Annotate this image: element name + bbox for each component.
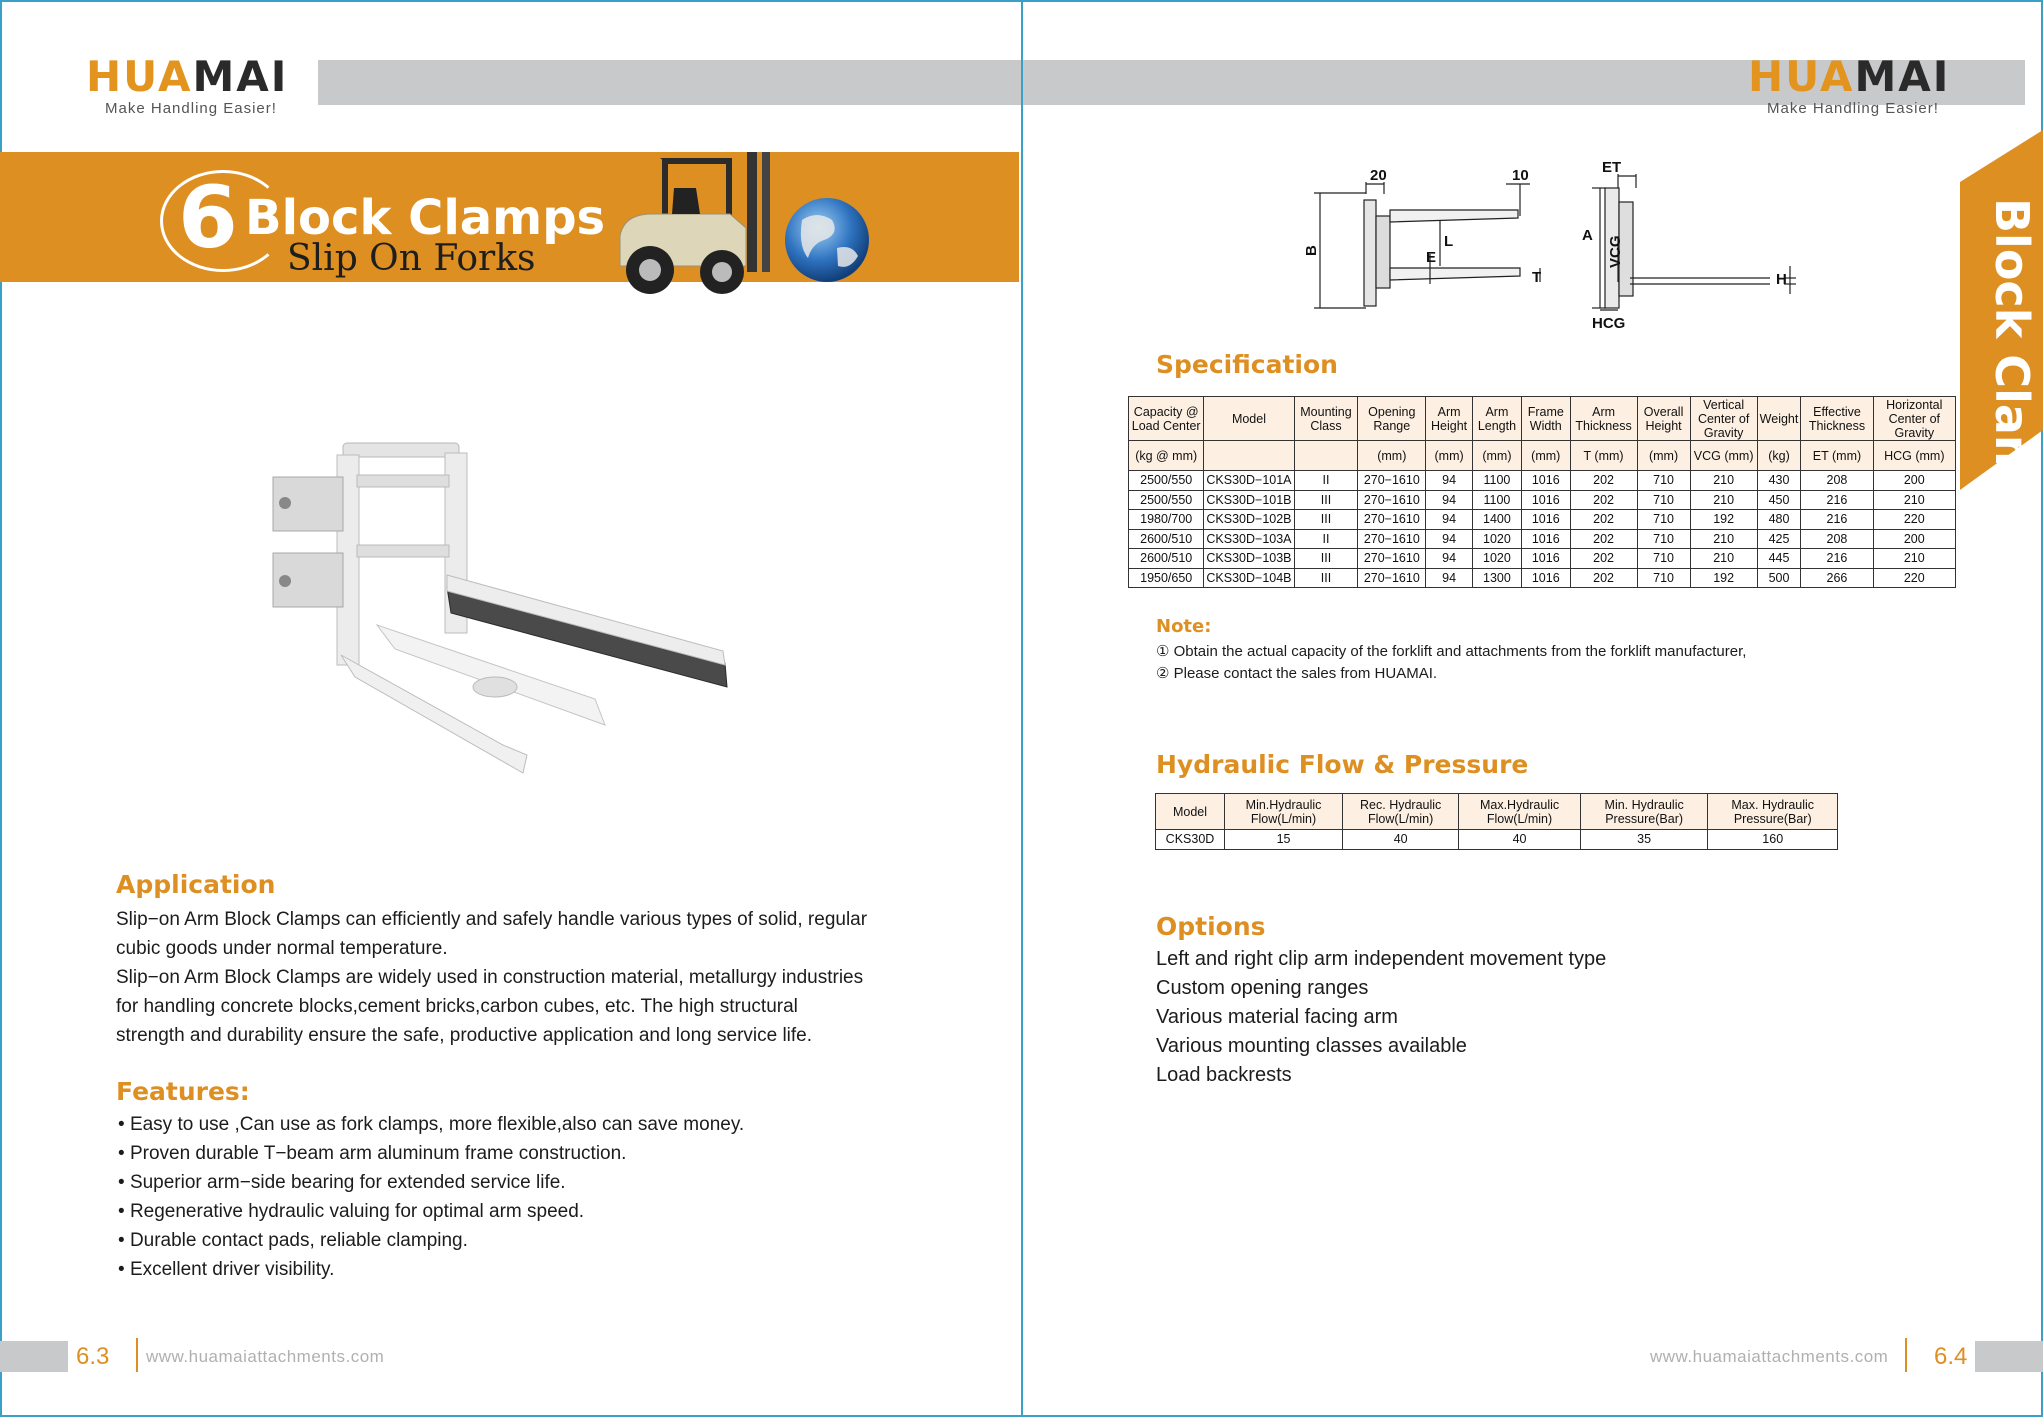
table-cell: 270−1610 xyxy=(1358,471,1426,491)
table-cell: II xyxy=(1294,471,1358,491)
table-cell: 202 xyxy=(1570,529,1637,549)
table-cell: 210 xyxy=(1690,471,1757,491)
options-list xyxy=(1156,945,1606,1090)
table-cell: 202 xyxy=(1570,471,1637,491)
spec-header-cell: Mounting Class xyxy=(1294,397,1358,441)
table-cell: CKS30D−101A xyxy=(1204,471,1294,491)
spec-unit-cell: T (mm) xyxy=(1570,441,1637,471)
application-line: cubic goods under normal temperature. xyxy=(116,938,448,959)
table-cell: 216 xyxy=(1801,510,1873,530)
table-cell: 210 xyxy=(1690,490,1757,510)
table-cell: II xyxy=(1294,529,1358,549)
hydraulic-heading: Hydraulic Flow & Pressure xyxy=(1156,750,1529,779)
application-line: Slip−on Arm Block Clamps are widely used in construction material, metallurgy industries xyxy=(116,967,864,988)
application-line: for handling concrete blocks,cement bricks,carbon cubes, etc. The high structural xyxy=(116,996,798,1017)
spec-unit-cell: (mm) xyxy=(1426,441,1473,471)
table-cell: 210 xyxy=(1873,490,1955,510)
hydraulic-header-cell: Min.Hydraulic Flow(L/min) xyxy=(1225,794,1343,830)
table-cell: 200 xyxy=(1873,471,1955,491)
table-cell: 710 xyxy=(1637,471,1690,491)
table-cell: 270−1610 xyxy=(1358,490,1426,510)
feature-item: • Easy to use ,Can use as fork clamps, more flexible,also can save money. xyxy=(118,1110,918,1139)
brand-wordmark: HUAMAI xyxy=(86,52,289,101)
table-cell: CKS30D−102B xyxy=(1204,510,1294,530)
feature-item: • Durable contact pads, reliable clamping. xyxy=(118,1226,918,1255)
brand-wordmark: HUAMAI xyxy=(1748,52,1951,101)
table-cell: 710 xyxy=(1637,490,1690,510)
table-row xyxy=(1129,471,1956,491)
table-row xyxy=(1129,490,1956,510)
feature-item: • Excellent driver visibility. xyxy=(118,1255,918,1284)
note-line-1: ① Obtain the actual capacity of the forklift and attachments from the forklift manufacturer, xyxy=(1156,643,1747,660)
table-cell: 202 xyxy=(1570,490,1637,510)
chapter-subtitle: Slip On Forks xyxy=(287,238,536,279)
table-cell: 710 xyxy=(1637,529,1690,549)
spec-header-cell: Weight xyxy=(1757,397,1801,441)
page-number-left: 6.3 xyxy=(76,1343,110,1370)
table-cell: 2500/550 xyxy=(1129,471,1204,491)
table-cell: 425 xyxy=(1757,529,1801,549)
spec-unit-cell: (mm) xyxy=(1358,441,1426,471)
table-cell: 94 xyxy=(1426,510,1473,530)
footer-block-right xyxy=(1975,1341,2043,1372)
table-cell: 1016 xyxy=(1521,549,1570,569)
table-cell: CKS30D−103B xyxy=(1204,549,1294,569)
table-cell: 1016 xyxy=(1521,471,1570,491)
table-cell: 270−1610 xyxy=(1358,529,1426,549)
spec-unit-cell xyxy=(1204,441,1294,471)
table-cell: 94 xyxy=(1426,490,1473,510)
table-cell: 430 xyxy=(1757,471,1801,491)
hydraulic-table xyxy=(1155,793,1838,850)
table-cell: 1100 xyxy=(1472,490,1521,510)
spec-header-row xyxy=(1129,397,1956,441)
table-cell: CKS30D−103A xyxy=(1204,529,1294,549)
spec-header-cell: Opening Range xyxy=(1358,397,1426,441)
spec-header-cell: Arm Thickness xyxy=(1570,397,1637,441)
table-cell: CKS30D−104B xyxy=(1204,568,1294,588)
hydraulic-header-row xyxy=(1156,794,1838,830)
table-cell: 1016 xyxy=(1521,529,1570,549)
table-cell: 270−1610 xyxy=(1358,568,1426,588)
table-cell: 1016 xyxy=(1521,568,1570,588)
table-cell: 94 xyxy=(1426,568,1473,588)
table-cell: 216 xyxy=(1801,490,1873,510)
dim-label-a: A xyxy=(1582,227,1593,244)
option-item: Load backrests xyxy=(1156,1064,1292,1086)
brand-logo-right xyxy=(1748,52,1958,117)
table-cell: 710 xyxy=(1637,510,1690,530)
table-row xyxy=(1156,830,1838,850)
application-line: Slip−on Arm Block Clamps can efficiently and safely handle various types of solid, regular xyxy=(116,909,868,930)
spec-unit-cell: HCG (mm) xyxy=(1873,441,1955,471)
feature-item: • Superior arm−side bearing for extended service life. xyxy=(118,1168,918,1197)
globe-icon xyxy=(785,198,869,282)
dim-label-b: B xyxy=(1303,245,1320,256)
hydraulic-header-cell: Model xyxy=(1156,794,1225,830)
table-cell: 710 xyxy=(1637,568,1690,588)
footer-url-right: www.huamaiattachments.com xyxy=(1650,1347,1889,1366)
table-cell: 1016 xyxy=(1521,510,1570,530)
table-cell: III xyxy=(1294,568,1358,588)
dim-label-vcg: VCG xyxy=(1607,235,1624,268)
table-cell: 202 xyxy=(1570,568,1637,588)
table-cell: 270−1610 xyxy=(1358,510,1426,530)
table-cell: 35 xyxy=(1580,830,1708,850)
spec-header-cell: Horizontal Center of Gravity xyxy=(1873,397,1955,441)
table-cell: 202 xyxy=(1570,510,1637,530)
specification-table xyxy=(1128,396,1956,588)
note-heading: Note: xyxy=(1156,616,1212,637)
table-cell: 15 xyxy=(1225,830,1343,850)
spec-header-cell: Arm Length xyxy=(1472,397,1521,441)
table-cell: 2500/550 xyxy=(1129,490,1204,510)
spec-unit-cell: (kg @ mm) xyxy=(1129,441,1204,471)
application-heading: Application xyxy=(116,870,276,899)
table-cell: 480 xyxy=(1757,510,1801,530)
table-cell: 94 xyxy=(1426,549,1473,569)
brand-tagline: Make Handling Easier! xyxy=(105,100,277,117)
table-cell: 1016 xyxy=(1521,490,1570,510)
features-list xyxy=(118,1110,918,1284)
chapter-title: Block Clamps xyxy=(245,190,606,246)
table-cell: 266 xyxy=(1801,568,1873,588)
forklift-illustration xyxy=(612,148,872,300)
brand-logo-left xyxy=(86,52,296,117)
hydraulic-header-cell: Min. Hydraulic Pressure(Bar) xyxy=(1580,794,1708,830)
table-row xyxy=(1129,549,1956,569)
option-item: Left and right clip arm independent movement type xyxy=(1156,948,1607,970)
table-cell: 1980/700 xyxy=(1129,510,1204,530)
dimension-diagram xyxy=(1300,158,1820,333)
table-cell: 2600/510 xyxy=(1129,529,1204,549)
table-cell: 40 xyxy=(1343,830,1459,850)
table-cell: 210 xyxy=(1690,549,1757,569)
table-cell: 160 xyxy=(1708,830,1838,850)
hydraulic-header-cell: Max. Hydraulic Pressure(Bar) xyxy=(1708,794,1838,830)
table-cell: 1400 xyxy=(1472,510,1521,530)
table-cell: III xyxy=(1294,510,1358,530)
spec-unit-cell: VCG (mm) xyxy=(1690,441,1757,471)
spec-header-cell: Vertical Center of Gravity xyxy=(1690,397,1757,441)
dim-label-et: ET xyxy=(1602,159,1622,176)
application-text xyxy=(116,905,916,1050)
spec-header-cell: Overall Height xyxy=(1637,397,1690,441)
table-cell: CKS30D−101B xyxy=(1204,490,1294,510)
dim-label-20: 20 xyxy=(1370,167,1387,184)
hydraulic-table-body xyxy=(1156,830,1838,850)
options-heading: Options xyxy=(1156,912,1266,941)
table-cell: 210 xyxy=(1690,529,1757,549)
page-number-right: 6.4 xyxy=(1934,1343,1968,1370)
footer-block-left xyxy=(0,1341,68,1372)
chapter-number: 6 xyxy=(178,168,238,268)
note-line-2: ② Please contact the sales from HUAMAI. xyxy=(1156,665,1438,682)
dim-label-h: H xyxy=(1776,271,1787,288)
features-heading: Features: xyxy=(116,1077,250,1106)
table-cell: 2600/510 xyxy=(1129,549,1204,569)
table-cell: 1950/650 xyxy=(1129,568,1204,588)
table-cell: 40 xyxy=(1459,830,1581,850)
dim-label-e: E xyxy=(1426,249,1437,266)
table-row xyxy=(1129,529,1956,549)
spec-header-cell: Capacity @ Load Center xyxy=(1129,397,1204,441)
spec-header-cell: Arm Height xyxy=(1426,397,1473,441)
table-row xyxy=(1129,568,1956,588)
dim-label-10: 10 xyxy=(1512,167,1529,184)
table-cell: 1020 xyxy=(1472,529,1521,549)
spec-header-cell: Effective Thickness xyxy=(1801,397,1873,441)
option-item: Various mounting classes available xyxy=(1156,1035,1467,1057)
table-cell: 216 xyxy=(1801,549,1873,569)
table-cell: III xyxy=(1294,549,1358,569)
table-cell: 1300 xyxy=(1472,568,1521,588)
table-cell: 270−1610 xyxy=(1358,549,1426,569)
table-cell: 1020 xyxy=(1472,549,1521,569)
spec-unit-cell: (mm) xyxy=(1472,441,1521,471)
dim-label-l: L xyxy=(1444,233,1454,250)
spec-unit-cell: ET (mm) xyxy=(1801,441,1873,471)
table-cell: 208 xyxy=(1801,529,1873,549)
side-tab-label: Block Clamps xyxy=(1985,198,2039,544)
table-cell: 94 xyxy=(1426,529,1473,549)
spec-unit-cell: (kg) xyxy=(1757,441,1801,471)
table-cell: III xyxy=(1294,490,1358,510)
table-cell: CKS30D xyxy=(1156,830,1225,850)
table-cell: 450 xyxy=(1757,490,1801,510)
footer-separator-right xyxy=(1905,1338,1907,1372)
table-cell: 220 xyxy=(1873,510,1955,530)
table-cell: 210 xyxy=(1873,549,1955,569)
footer-separator-left xyxy=(136,1338,138,1372)
dim-label-hcg: HCG xyxy=(1592,315,1626,332)
table-cell: 202 xyxy=(1570,549,1637,569)
spec-header-cell: Model xyxy=(1204,397,1294,441)
table-cell: 192 xyxy=(1690,568,1757,588)
table-cell: 500 xyxy=(1757,568,1801,588)
spec-header-cell: Frame Width xyxy=(1521,397,1570,441)
table-cell: 445 xyxy=(1757,549,1801,569)
brand-tagline: Make Handling Easier! xyxy=(1767,100,1939,117)
table-row xyxy=(1129,510,1956,530)
table-cell: 710 xyxy=(1637,549,1690,569)
feature-item: • Regenerative hydraulic valuing for optimal arm speed. xyxy=(118,1197,918,1226)
spec-unit-cell: (mm) xyxy=(1521,441,1570,471)
option-item: Various material facing arm xyxy=(1156,1006,1398,1028)
specification-heading: Specification xyxy=(1156,350,1338,379)
spec-unit-cell xyxy=(1294,441,1358,471)
table-cell: 208 xyxy=(1801,471,1873,491)
hydraulic-header-cell: Rec. Hydraulic Flow(L/min) xyxy=(1343,794,1459,830)
application-line: strength and durability ensure the safe, productive application and long service life. xyxy=(116,1025,813,1046)
option-item: Custom opening ranges xyxy=(1156,977,1369,999)
spec-unit-cell: (mm) xyxy=(1637,441,1690,471)
spec-unit-row xyxy=(1129,441,1956,471)
footer-url-left: www.huamaiattachments.com xyxy=(146,1347,385,1366)
table-cell: 192 xyxy=(1690,510,1757,530)
table-cell: 94 xyxy=(1426,471,1473,491)
hydraulic-header-cell: Max.Hydraulic Flow(L/min) xyxy=(1459,794,1581,830)
block-clamp-product-image xyxy=(265,425,745,775)
dim-label-t: T xyxy=(1532,269,1542,286)
spec-table-body xyxy=(1129,471,1956,588)
feature-item: • Proven durable T−beam arm aluminum frame construction. xyxy=(118,1139,918,1168)
table-cell: 1100 xyxy=(1472,471,1521,491)
table-cell: 200 xyxy=(1873,529,1955,549)
table-cell: 220 xyxy=(1873,568,1955,588)
